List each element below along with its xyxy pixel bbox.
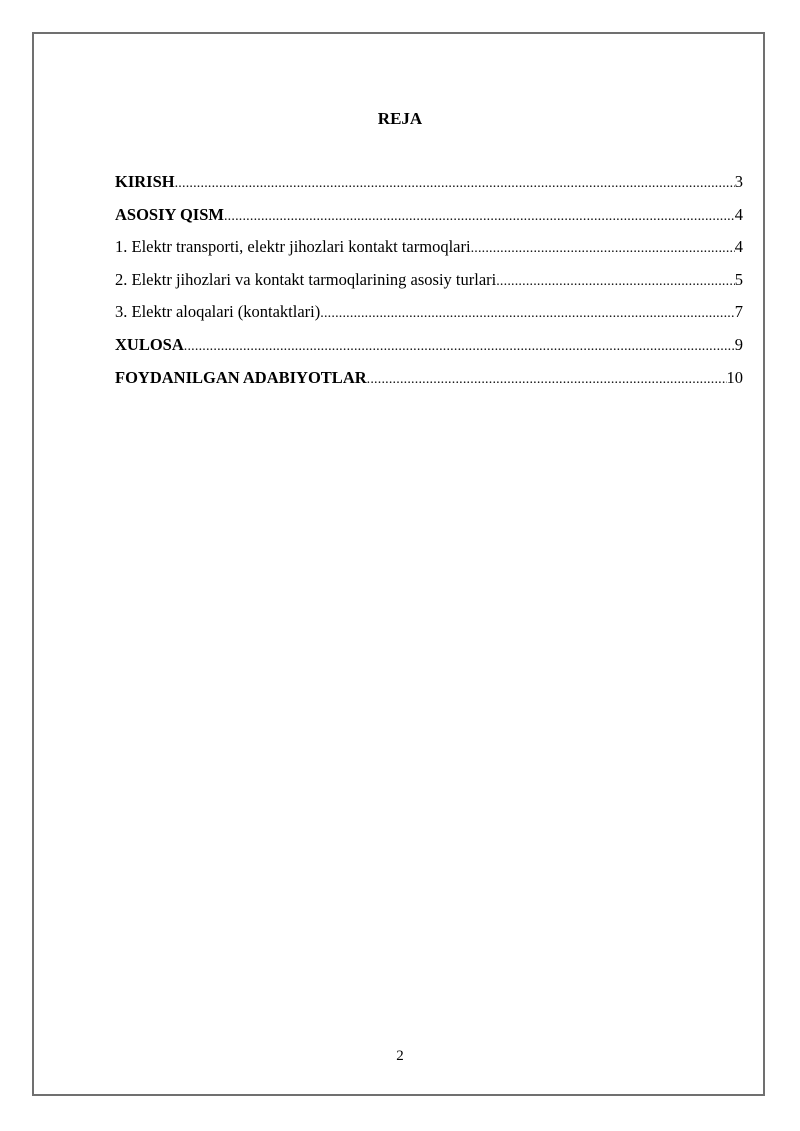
toc-page-number: 4 [734, 204, 743, 224]
toc-dot-leader [367, 369, 727, 391]
toc-entry-text: KIRISH [115, 172, 175, 191]
toc-dot-leader [184, 336, 735, 358]
toc-dot-leader [224, 206, 735, 228]
toc-page-number: 4 [734, 237, 743, 257]
toc-page-number: 7 [734, 302, 743, 322]
toc-entry-section-3[interactable] [115, 301, 743, 334]
toc-dot-leader [175, 173, 735, 195]
toc-page-number: 9 [734, 334, 743, 354]
page-number: 2 [396, 1048, 404, 1064]
page-title: REJA [377, 109, 423, 128]
toc-entry-text: 3. Elektr aloqalari (kontaktlari) [115, 302, 321, 322]
toc-page-number: 3 [734, 172, 743, 191]
toc-entry-kirish[interactable] [115, 171, 743, 204]
table-of-contents [115, 171, 743, 399]
toc-page-number: 5 [734, 269, 743, 289]
toc-entry-section-1[interactable] [115, 236, 743, 269]
toc-dot-leader [320, 303, 734, 325]
toc-entry-asosiy-qism[interactable] [115, 204, 743, 237]
toc-dot-leader [496, 271, 735, 293]
toc-entry-text: 2. Elektr jihozlari va kontakt tarmoqlarining asosiy turlari [115, 269, 497, 289]
toc-entry-foydanilgan-adabiyotlar[interactable] [115, 367, 743, 400]
toc-page-number: 10 [726, 367, 743, 387]
toc-entry-text: 1. Elektr transporti, elektr jihozlari kontakt tarmoqlari [115, 237, 471, 257]
toc-entry-xulosa[interactable] [115, 334, 743, 367]
toc-dot-leader [471, 238, 735, 260]
toc-entry-text: ASOSIY QISM [115, 204, 224, 224]
toc-entry-section-2[interactable] [115, 269, 743, 302]
toc-entry-text: XULOSA [115, 334, 184, 354]
toc-entry-text: FOYDANILGAN ADABIYOTLAR [115, 367, 367, 387]
